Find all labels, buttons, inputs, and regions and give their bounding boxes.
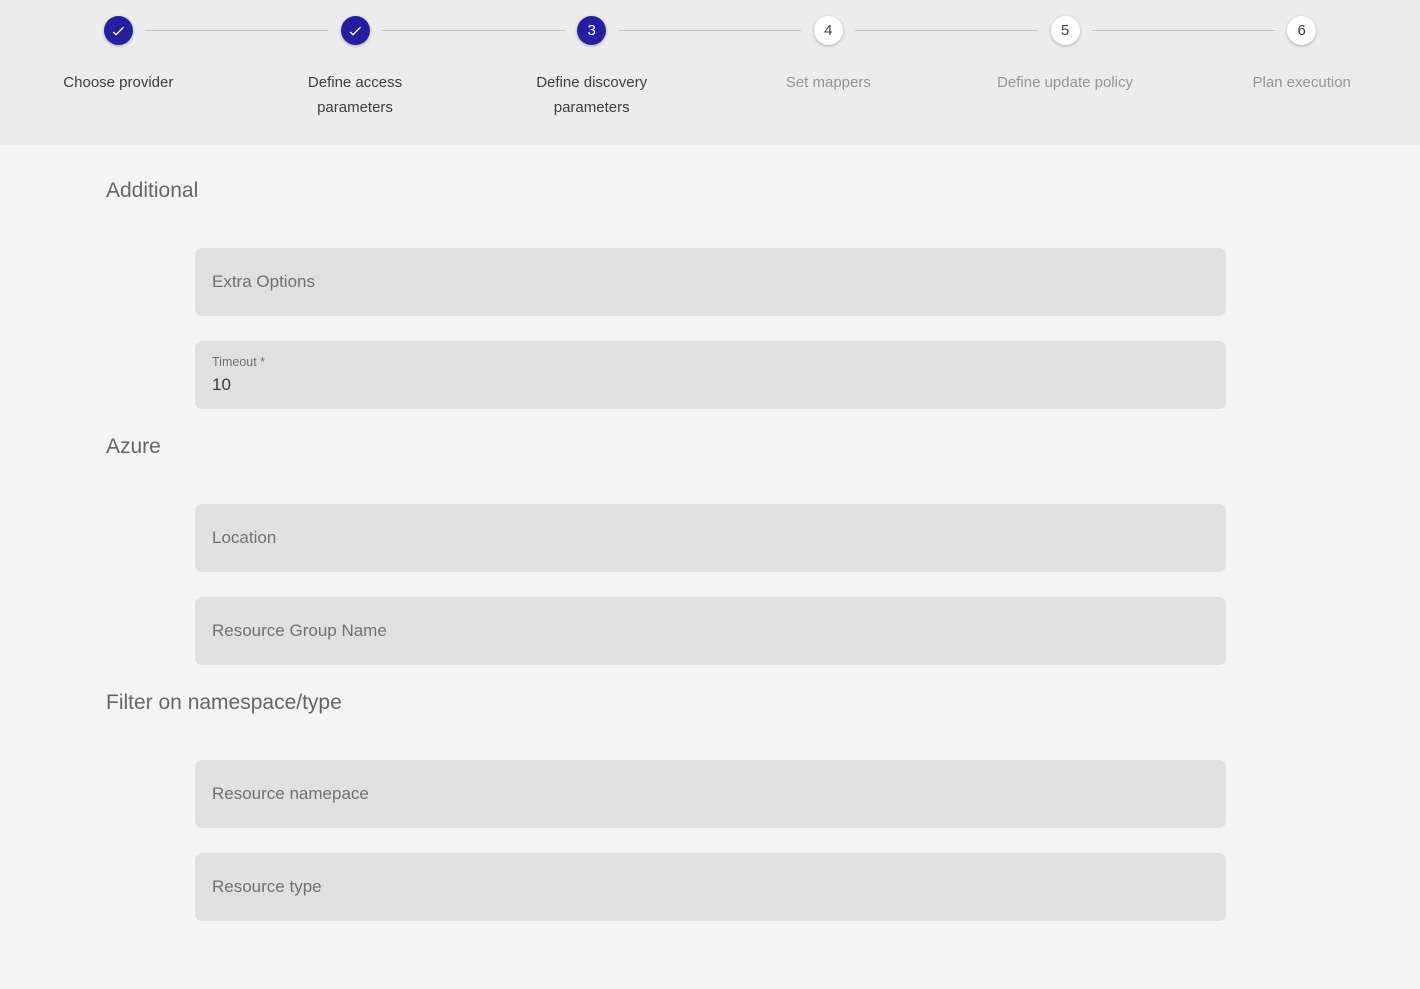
field-label: Location	[212, 528, 277, 547]
step-circle-upcoming	[1287, 16, 1316, 45]
resource-namespace-field[interactable]	[195, 760, 1226, 828]
step-label: Plan execution	[1252, 74, 1351, 91]
extra-options-field[interactable]	[195, 248, 1226, 316]
discovery-parameters-form	[0, 145, 1420, 921]
step-connector	[382, 30, 565, 31]
step-number: 5	[1060, 22, 1070, 39]
step-circle-upcoming	[1051, 16, 1080, 45]
timeout-field[interactable]	[195, 341, 1226, 409]
field-label: Resource namepace	[212, 784, 369, 803]
step-connector	[855, 30, 1038, 31]
section-title-filter: Filter on namespace/type	[106, 691, 342, 714]
step-circle-upcoming	[814, 16, 843, 45]
section-title-azure: Azure	[106, 435, 161, 458]
step-connector	[1092, 30, 1275, 31]
step-connector	[619, 30, 802, 31]
section-azure	[0, 434, 1420, 665]
step-circle-completed	[341, 16, 370, 45]
step-define-discovery-parameters[interactable]	[473, 16, 710, 145]
section-filter-namespace-type	[0, 690, 1420, 921]
field-label: Extra Options	[212, 272, 315, 291]
step-label: Set mappers	[785, 74, 871, 91]
resource-type-field[interactable]	[195, 853, 1226, 921]
timeout-value: 10	[212, 375, 231, 394]
step-define-update-policy[interactable]	[947, 16, 1184, 145]
resource-group-name-field[interactable]	[195, 597, 1226, 665]
step-define-access-parameters[interactable]	[237, 16, 474, 145]
location-field[interactable]	[195, 504, 1226, 572]
wizard-stepper	[0, 0, 1420, 145]
check-icon	[347, 23, 363, 39]
step-connector	[145, 30, 328, 31]
field-label: Timeout *	[212, 355, 266, 369]
step-set-mappers[interactable]	[710, 16, 947, 145]
step-label: Define update policy	[997, 74, 1133, 91]
section-additional	[0, 178, 1420, 409]
step-label: Define access parameters	[307, 74, 403, 116]
step-circle-completed	[104, 16, 133, 45]
step-number: 6	[1297, 22, 1306, 39]
step-choose-provider[interactable]	[0, 16, 237, 145]
step-number: 4	[824, 22, 833, 39]
section-title-additional: Additional	[106, 179, 199, 202]
step-label: Define discovery parameters	[536, 74, 648, 116]
check-icon	[110, 23, 126, 39]
field-label: Resource type	[212, 877, 322, 896]
step-label: Choose provider	[63, 74, 174, 91]
field-label: Resource Group Name	[212, 621, 387, 640]
step-plan-execution[interactable]	[1183, 16, 1420, 145]
step-circle-active	[577, 16, 606, 45]
step-number: 3	[587, 22, 596, 39]
